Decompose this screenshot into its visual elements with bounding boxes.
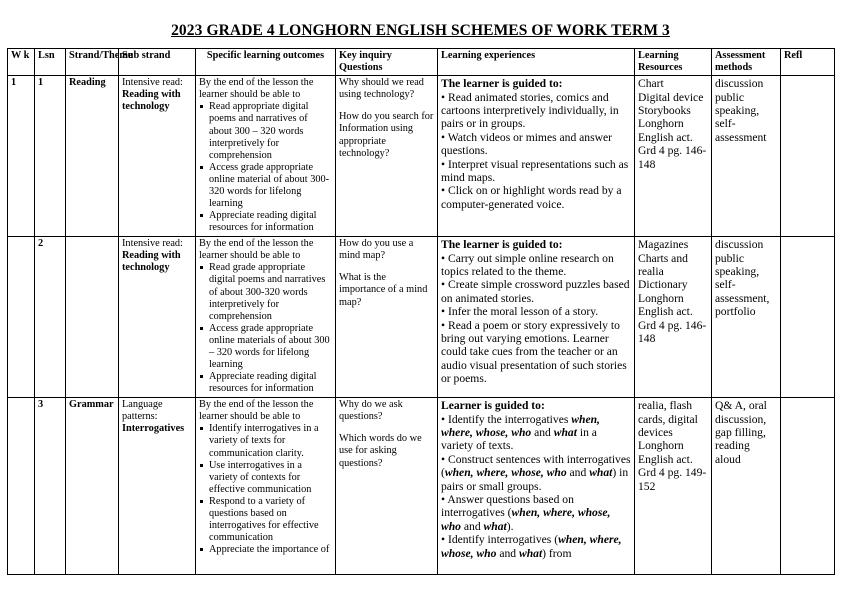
cell-lsn: 1 bbox=[35, 76, 66, 237]
header-sub-strand: Sub strand bbox=[119, 49, 196, 76]
cell-wk bbox=[8, 237, 35, 398]
cell-strand: Grammar bbox=[66, 398, 119, 575]
res-item: Digital device bbox=[638, 90, 704, 104]
cell-kiq bbox=[336, 76, 438, 237]
res-item: Storybooks bbox=[638, 104, 691, 117]
sub-strand-bold: Interrogatives bbox=[122, 423, 185, 435]
le-item: • Infer the moral lesson of a story. bbox=[441, 305, 599, 319]
sub-strand-plain: Intensive read: bbox=[122, 77, 183, 89]
cell-le bbox=[438, 76, 635, 237]
slo-list bbox=[199, 423, 332, 556]
le-text: and bbox=[496, 546, 519, 560]
cell-ass bbox=[712, 76, 781, 237]
res-item: Chart bbox=[638, 77, 664, 91]
cell-ass bbox=[712, 237, 781, 398]
slo-list bbox=[199, 101, 332, 234]
res-item: realia, flash cards, digital devices bbox=[638, 399, 698, 439]
le-item: • Create simple crossword puzzles based on animated stories. bbox=[441, 278, 630, 305]
kiq-item: What is the importance of a mind map? bbox=[339, 272, 428, 308]
cell-res bbox=[635, 76, 712, 237]
res-item: Dictionary bbox=[638, 278, 688, 292]
header-le: Learning experiences bbox=[438, 49, 635, 76]
le-head: The learner is guided to: bbox=[441, 238, 563, 252]
res-item: Longhorn English act. Grd 4 pg. 146-148 bbox=[638, 291, 707, 346]
slo-item: Appreciate reading digital resources for information bbox=[209, 371, 332, 395]
cell-le bbox=[438, 237, 635, 398]
le-emph: when, where, whose, who bbox=[441, 412, 600, 439]
cell-refl bbox=[781, 76, 835, 237]
sub-strand-plain: Language patterns: bbox=[122, 399, 163, 423]
res-item: Longhorn English act. Grd 4 pg. 146-148 bbox=[638, 117, 707, 171]
le-emph: what bbox=[553, 426, 577, 439]
cell-strand: Reading bbox=[66, 76, 119, 237]
le-text: and bbox=[460, 519, 484, 533]
res-item: Magazines bbox=[638, 238, 689, 252]
le-text: and bbox=[566, 466, 590, 480]
cell-res bbox=[635, 398, 712, 575]
cell-refl bbox=[781, 237, 835, 398]
header-kiq: Key inquiry Questions bbox=[336, 49, 438, 76]
ass-item: discussion bbox=[715, 238, 764, 252]
cell-res bbox=[635, 237, 712, 398]
slo-item: Access grade appropriate online material of about 300-320 words for lifelong learning bbox=[209, 162, 332, 210]
header-res: Learning Resources bbox=[635, 49, 712, 76]
cell-lsn: 2 bbox=[35, 237, 66, 398]
header-ass: Assessment methods bbox=[712, 49, 781, 76]
ass-item: public speaking, bbox=[715, 90, 760, 117]
ass-item: discussion bbox=[715, 77, 764, 91]
header-strand: Strand/Theme bbox=[66, 49, 119, 76]
cell-lsn: 3 bbox=[35, 398, 66, 575]
slo-item: Respond to a variety of questions based on interrogatives for effective communication bbox=[209, 496, 332, 544]
le-text: • Construct sentences with interrogatives ( bbox=[441, 452, 631, 480]
le-item bbox=[441, 453, 631, 493]
le-text: • Identify the interrogatives bbox=[441, 412, 572, 426]
slo-item: Read appropriate digital poems and narratives of about 300 – 320 words interpretively for comprehension bbox=[209, 101, 332, 161]
slo-intro: By the end of the lesson the learner should be able to bbox=[199, 399, 314, 423]
cell-ass bbox=[712, 398, 781, 575]
table-row bbox=[8, 237, 835, 398]
slo-item: Access grade appropriate online materials of about 300 – 320 words for lifelong learning bbox=[209, 323, 332, 371]
le-emph: what bbox=[589, 466, 613, 480]
slo-item: Appreciate the importance of bbox=[209, 544, 332, 556]
cell-slo bbox=[196, 76, 336, 237]
header-refl: Refl bbox=[781, 49, 835, 76]
cell-refl bbox=[781, 398, 835, 575]
kiq-item: Why do we ask questions? bbox=[339, 399, 403, 423]
le-text: • Identify interrogatives ( bbox=[441, 533, 559, 547]
cell-kiq bbox=[336, 398, 438, 575]
sub-strand-bold: Reading with technology bbox=[122, 89, 181, 113]
le-text: • Answer questions based on interrogatives ( bbox=[441, 493, 574, 520]
le-text: in a variety of texts. bbox=[441, 426, 597, 453]
cell-wk: 1 bbox=[8, 76, 35, 237]
cell-slo bbox=[196, 237, 336, 398]
ass-item: portfolio bbox=[715, 305, 756, 319]
le-item bbox=[441, 413, 631, 453]
le-head: The learner is guided to: bbox=[441, 77, 563, 91]
slo-item: Read grade appropriate digital poems and narratives of about 300-320 words interpretively for comprehension bbox=[209, 262, 332, 322]
le-item: • Carry out simple online research on topics related to the theme. bbox=[441, 251, 614, 278]
le-head: Learner is guided to: bbox=[441, 399, 545, 413]
le-emph: when, where, whose, who bbox=[441, 533, 622, 560]
kiq-item: How do you use a mind map? bbox=[339, 238, 414, 262]
cell-sub-strand bbox=[119, 237, 196, 398]
kiq-item: Which words do we use for asking questions? bbox=[339, 433, 422, 469]
le-emph: when, where, whose, who bbox=[444, 466, 567, 480]
le-item: • Click on or highlight words read by a computer-generated voice. bbox=[441, 184, 622, 211]
slo-intro: By the end of the lesson the learner should be able to bbox=[199, 238, 314, 262]
ass-item: public speaking, bbox=[715, 251, 760, 278]
header-slo: Specific learning outcomes bbox=[196, 49, 336, 76]
slo-item: Identify interrogatives in a variety of texts for communication clarity. bbox=[209, 423, 332, 459]
le-item bbox=[441, 533, 631, 560]
cell-wk bbox=[8, 398, 35, 575]
sub-strand-plain: Intensive read: bbox=[122, 238, 183, 250]
table-header-row bbox=[8, 49, 835, 76]
slo-item: Appreciate reading digital resources for information bbox=[209, 210, 332, 234]
le-text: ) in pairs or small groups. bbox=[441, 466, 629, 493]
res-item: Charts and realia bbox=[638, 251, 688, 278]
cell-sub-strand bbox=[119, 398, 196, 575]
slo-item: Use interrogatives in a variety of contexts for effective communication bbox=[209, 460, 332, 496]
slo-list bbox=[199, 262, 332, 395]
le-item bbox=[441, 493, 631, 533]
le-item: • Watch videos or mimes and answer questions. bbox=[441, 130, 612, 158]
header-lsn: Lsn bbox=[35, 49, 66, 76]
ass-item: Q& A, oral discussion, gap filling, reading aloud bbox=[715, 399, 767, 466]
le-item: • Read animated stories, comics and cartoons interpretively individually, in pairs or in groups. bbox=[441, 90, 619, 131]
le-emph: when, where, whose, who bbox=[441, 506, 611, 533]
page-title: 2023 GRADE 4 LONGHORN ENGLISH SCHEMES OF WORK TERM 3 bbox=[171, 22, 670, 39]
res-item: Longhorn English act. Grd 4 pg. 149-152 bbox=[638, 439, 707, 493]
cell-strand bbox=[66, 237, 119, 398]
schemes-table bbox=[7, 48, 835, 575]
kiq-item: Why should we read using technology? bbox=[339, 77, 424, 101]
slo-intro: By the end of the lesson the learner should be able to bbox=[199, 77, 314, 101]
table-row bbox=[8, 398, 835, 575]
ass-item: self-assessment, bbox=[715, 278, 770, 305]
table-row bbox=[8, 76, 835, 237]
le-item: • Read a poem or story expressively to bring out varying emotions. Learner could take cues from the teacher or an audio visual presentation of such stories or poems. bbox=[441, 318, 627, 386]
kiq-item: How do you search for Information using appropriate technology? bbox=[339, 111, 434, 159]
cell-sub-strand bbox=[119, 76, 196, 237]
header-wk: W k bbox=[8, 49, 35, 76]
le-emph: what bbox=[518, 546, 543, 560]
sub-strand-bold: Reading with technology bbox=[122, 250, 181, 274]
cell-kiq bbox=[336, 237, 438, 398]
le-text: and bbox=[531, 426, 554, 439]
ass-item: self-assessment bbox=[715, 117, 767, 144]
le-text: ). bbox=[506, 519, 514, 533]
le-item: • Interpret visual representations such as mind maps. bbox=[441, 157, 629, 185]
cell-le bbox=[438, 398, 635, 575]
cell-slo bbox=[196, 398, 336, 575]
le-emph: what bbox=[483, 519, 507, 533]
le-text: ) from bbox=[542, 546, 572, 560]
